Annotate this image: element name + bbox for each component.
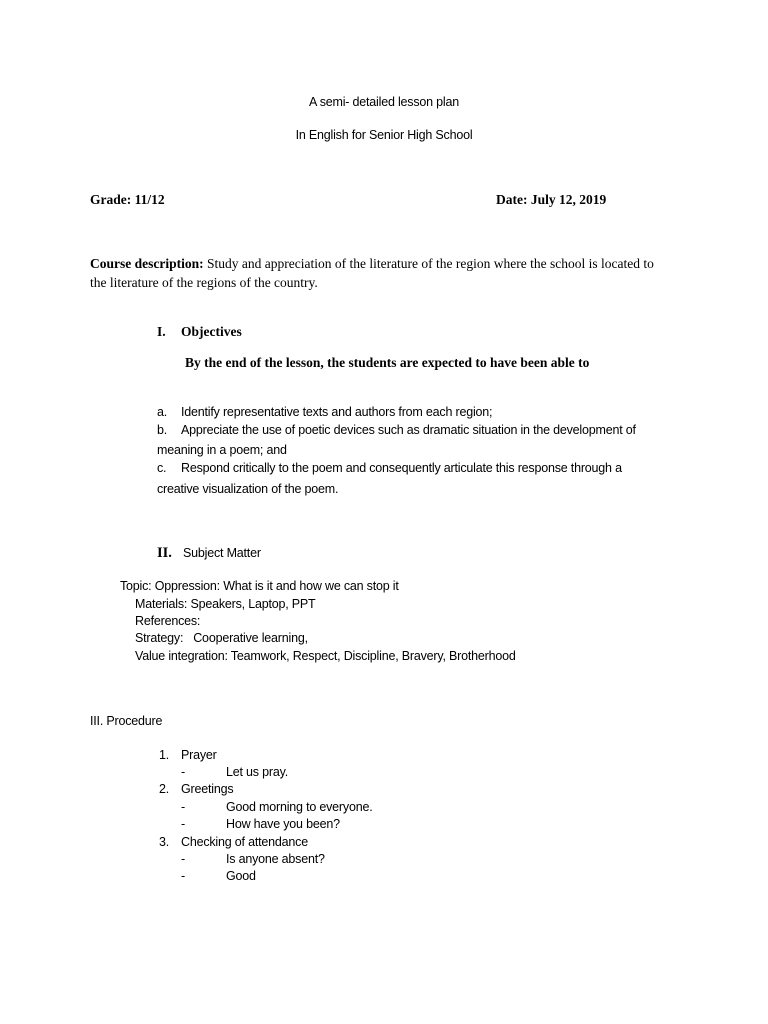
topic-label: Topic: Oppression: <box>120 579 220 593</box>
objectives-heading: Objectives <box>181 324 242 339</box>
step-2-sub-2-dash: - <box>181 817 185 831</box>
strategy-value: Cooperative learning, <box>193 631 308 645</box>
course-description-line-1 <box>90 256 654 272</box>
procedure-heading: III. Procedure <box>90 714 163 728</box>
date: Date: July 12, 2019 <box>496 192 607 207</box>
grade: Grade: 11/12 <box>90 192 165 207</box>
objective-letter-a: a. <box>157 405 168 419</box>
value-integration: Value integration: Teamwork, Respect, Discipline, Bravery, Brotherhood <box>135 649 516 663</box>
step-2-sub-1-dash: - <box>181 800 185 814</box>
title-line-2: In English for Senior High School <box>295 128 473 142</box>
step-3-sub-1: Is anyone absent? <box>226 852 325 866</box>
objective-letter-c: c. <box>157 461 167 475</box>
step-2-sub-1: Good morning to everyone. <box>226 800 373 814</box>
objective-b-text-2: meaning in a poem; and <box>157 443 287 457</box>
topic-value: What is it and how we can stop it <box>223 579 399 593</box>
step-1-sub-1: Let us pray. <box>226 765 288 779</box>
objective-c-text-1: Respond critically to the poem and consequently articulate this response through a <box>181 461 622 475</box>
objective-c-text-2: creative visualization of the poem. <box>157 482 339 496</box>
step-1-sub-1-dash: - <box>181 765 185 779</box>
references: References: <box>135 614 201 628</box>
step-3-sub-2-dash: - <box>181 869 185 883</box>
title-line-1: A semi- detailed lesson plan <box>308 95 460 109</box>
subject-matter-heading: Subject Matter <box>183 546 261 560</box>
strategy-label: Strategy: <box>135 631 184 645</box>
objective-letter-b: b. <box>157 423 168 437</box>
step-3-sub-1-dash: - <box>181 852 185 866</box>
step-2-label: Greetings <box>181 782 234 796</box>
objective-a-text: Identify representative texts and authors from each region; <box>181 405 493 419</box>
objectives-intro: By the end of the lesson, the students are expected to have been able to <box>185 355 590 370</box>
step-3-label: Checking of attendance <box>181 835 308 849</box>
step-3-number: 3. <box>159 835 170 849</box>
subject-matter-numeral: II. <box>157 545 172 561</box>
objectives-numeral: I. <box>157 324 166 339</box>
step-1-label: Prayer <box>181 748 217 762</box>
topic-line <box>120 579 399 593</box>
strategy-line <box>135 631 308 645</box>
step-1-number: 1. <box>159 748 170 762</box>
step-2-sub-2: How have you been? <box>226 817 340 831</box>
course-description-line-2: the literature of the regions of the country. <box>90 275 318 290</box>
course-description-label: Course description: <box>90 256 204 271</box>
course-description-text-1: Study and appreciation of the literature of the region where the school is located to <box>207 256 654 271</box>
objective-b-text-1: Appreciate the use of poetic devices such as dramatic situation in the development of <box>181 423 636 437</box>
step-2-number: 2. <box>159 782 170 796</box>
materials: Materials: Speakers, Laptop, PPT <box>135 597 316 611</box>
step-3-sub-2: Good <box>226 869 256 883</box>
